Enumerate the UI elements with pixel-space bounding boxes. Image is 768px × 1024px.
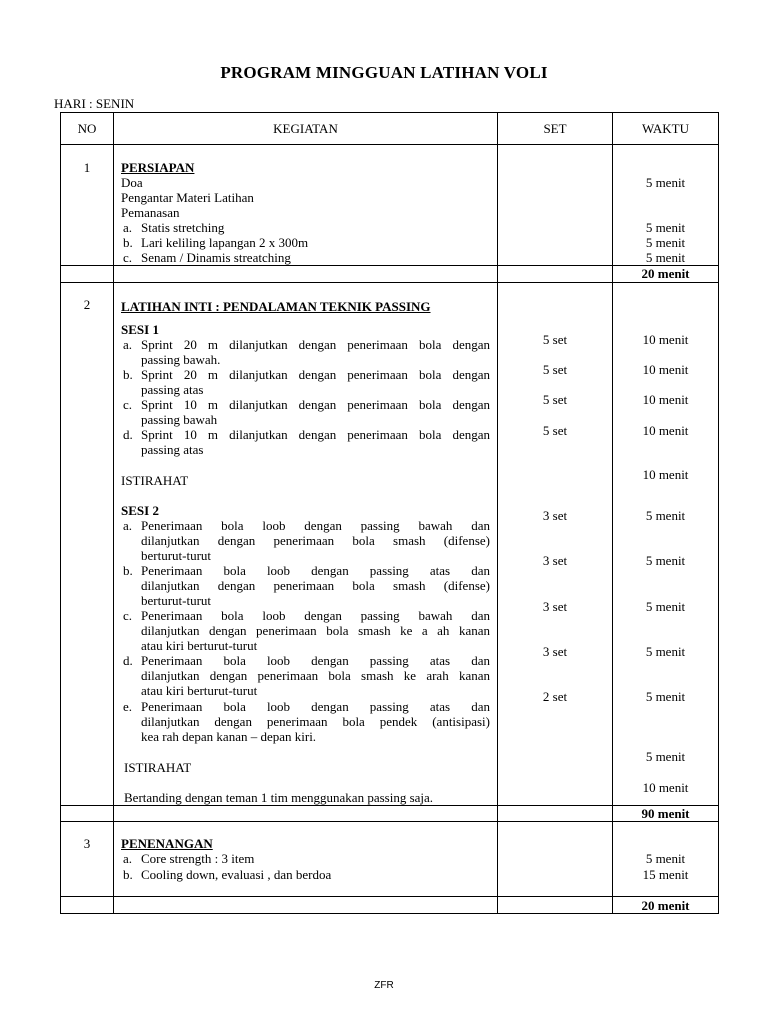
header-waktu: WAKTU [642, 121, 689, 136]
extra-waktu: 5 menit [645, 749, 686, 764]
row1-waktu: 5 menit [645, 220, 686, 235]
row2-heading: LATIHAN INTI : PENDALAMAN TEKNIK PASSING [121, 299, 431, 314]
row1-sub-letter: c. [123, 250, 133, 265]
sesi1-waktu: 10 menit [642, 332, 689, 347]
sesi2-letter: e. [123, 699, 133, 714]
sesi2-set: 3 set [542, 644, 568, 659]
sesi2-set: 3 set [542, 508, 568, 523]
sesi2-waktu: 5 menit [645, 508, 686, 523]
row1-waktu: 5 menit [645, 235, 686, 250]
row3-number: 3 [83, 836, 91, 851]
row1-waktu: 5 menit [645, 250, 686, 265]
sesi2-item-line: dilanjutkan dengan penerimaan bola pendek (antisipasi) [141, 714, 490, 729]
sesi2-waktu: 5 menit [645, 689, 686, 704]
row2-total: 90 menit [641, 806, 690, 821]
row1-sub-item: Lari keliling lapangan 2 x 300m [141, 235, 309, 250]
bertanding-text: Bertanding dengan teman 1 tim menggunakan passing saja. [124, 790, 434, 805]
istirahat1-label: ISTIRAHAT [121, 473, 189, 488]
sesi1-item-line: Sprint 20 m dilanjutkan dengan penerimaan bola dengan [141, 367, 490, 382]
sesi1-item-line: passing bawah [141, 412, 218, 427]
sesi2-letter: d. [123, 653, 133, 668]
sesi2-set: 3 set [542, 553, 568, 568]
sesi2-item-line: atau kiri berturut-turut [141, 683, 258, 698]
sesi2-set: 3 set [542, 599, 568, 614]
sesi2-item-line: dilanjutkan dengan penerimaan bola smash ke a ah kanan [141, 623, 490, 638]
sesi2-item-line: Penerimaan bola loob dengan passing atas dan [141, 653, 490, 668]
day-label: HARI : SENIN [54, 96, 135, 111]
sesi2-waktu: 5 menit [645, 644, 686, 659]
row3-heading: PENENANGAN [121, 836, 213, 851]
sesi1-item-line: passing atas [141, 382, 204, 397]
sesi1-letter: a. [123, 337, 133, 352]
row3-waktu: 15 menit [642, 867, 689, 882]
sesi2-waktu: 5 menit [645, 599, 686, 614]
row1-item: Pengantar Materi Latihan [121, 190, 254, 205]
row3-letter: b. [123, 867, 133, 882]
sesi2-item-line: berturut-turut [141, 548, 212, 563]
sesi2-letter: a. [123, 518, 133, 533]
sesi1-letter: d. [123, 427, 133, 442]
sesi1-set: 5 set [542, 332, 568, 347]
sesi2-letter: b. [123, 563, 133, 578]
sesi2-item-line: berturut-turut [141, 593, 212, 608]
sesi1-waktu: 10 menit [642, 423, 689, 438]
sesi2-item-line: dilanjutkan dengan penerimaan bola smash (difense) [141, 578, 490, 593]
sesi1-set: 5 set [542, 362, 568, 377]
document-title: PROGRAM MINGGUAN LATIHAN VOLI [220, 63, 548, 82]
sesi2-set: 2 set [542, 689, 568, 704]
sesi2-item-line: Penerimaan bola loob dengan passing atas dan [141, 699, 490, 714]
sesi1-set: 5 set [542, 423, 568, 438]
header-set: SET [543, 121, 567, 136]
sesi2-item-line: Penerimaan bola loob dengan passing bawah dan [141, 608, 490, 623]
sesi1-item-line: Sprint 20 m dilanjutkan dengan penerimaan bola dengan [141, 337, 490, 352]
row1-item: Pemanasan [121, 205, 180, 220]
sesi2-letter: c. [123, 608, 133, 623]
footer-initials: ZFR [374, 980, 394, 991]
row3-letter: a. [123, 851, 133, 866]
row1-sub-letter: a. [123, 220, 133, 235]
row3-item: Cooling down, evaluasi , dan berdoa [141, 867, 332, 882]
header-no: NO [77, 121, 97, 136]
sesi2-waktu: 5 menit [645, 553, 686, 568]
row1-sub-item: Senam / Dinamis streatching [141, 250, 291, 265]
row2-number: 2 [83, 297, 91, 312]
row1-number: 1 [83, 160, 91, 175]
istirahat2-label: ISTIRAHAT [124, 760, 192, 775]
sesi2-label: SESI 2 [121, 503, 159, 518]
row1-waktu: 5 menit [645, 175, 686, 190]
sesi1-waktu: 10 menit [642, 362, 689, 377]
row1-sub-item: Statis stretching [141, 220, 225, 235]
istirahat1-waktu: 10 menit [642, 467, 689, 482]
header-kegiatan: KEGIATAN [273, 121, 338, 136]
sesi2-item-line: atau kiri berturut-turut [141, 638, 258, 653]
row1-item: Doa [121, 175, 143, 190]
row1-total: 20 menit [641, 266, 690, 281]
sesi2-item-line: dilanjutkan dengan penerimaan bola smash (difense) [141, 533, 490, 548]
sesi1-item-line: Sprint 10 m dilanjutkan dengan penerimaan bola dengan [141, 427, 490, 442]
sesi1-letter: c. [123, 397, 133, 412]
istirahat2-waktu: 10 menit [642, 780, 689, 795]
sesi2-item-line: dilanjutkan dengan penerimaan bola smash ke arah kanan [141, 668, 490, 683]
sesi1-label: SESI 1 [121, 322, 159, 337]
row3-total: 20 menit [641, 898, 690, 913]
sesi1-letter: b. [123, 367, 133, 382]
sesi2-item-line: Penerimaan bola loob dengan passing atas dan [141, 563, 490, 578]
row3-waktu: 5 menit [645, 851, 686, 866]
row1-sub-letter: b. [123, 235, 133, 250]
sesi1-item-line: passing atas [141, 442, 204, 457]
sesi1-item-line: Sprint 10 m dilanjutkan dengan penerimaan bola dengan [141, 397, 490, 412]
sesi2-item-line: Penerimaan bola loob dengan passing bawah dan [141, 518, 490, 533]
row3-item: Core strength : 3 item [141, 851, 255, 866]
sesi1-item-line: passing bawah. [141, 352, 221, 367]
sesi2-item-line: kea rah depan kanan – depan kiri. [141, 729, 317, 744]
row1-heading: PERSIAPAN [121, 160, 195, 175]
sesi1-set: 5 set [542, 392, 568, 407]
sesi1-waktu: 10 menit [642, 392, 689, 407]
